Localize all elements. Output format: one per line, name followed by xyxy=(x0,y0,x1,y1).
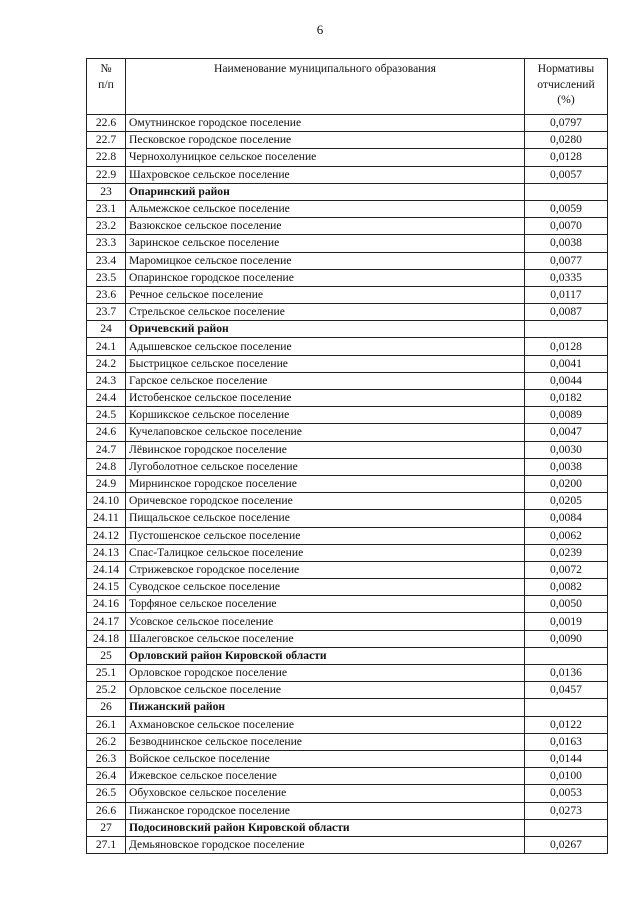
table-row xyxy=(87,596,608,613)
row-number: 27.1 xyxy=(87,836,126,853)
table-row xyxy=(87,338,608,355)
district-row xyxy=(87,183,608,200)
table-row xyxy=(87,355,608,372)
district-row xyxy=(87,699,608,716)
municipality-name: Подосиновский район Кировской области xyxy=(126,819,525,836)
municipality-name: Гарское сельское поселение xyxy=(126,372,525,389)
municipality-name: Безводнинское сельское поселение xyxy=(126,733,525,750)
table-row xyxy=(87,785,608,802)
municipality-name: Коршикское сельское поселение xyxy=(126,407,525,424)
deduction-rate: 0,0059 xyxy=(525,200,608,217)
row-number: 26.3 xyxy=(87,750,126,767)
row-number: 23.6 xyxy=(87,286,126,303)
deduction-rate: 0,0077 xyxy=(525,252,608,269)
municipality-name: Адышевское сельское поселение xyxy=(126,338,525,355)
row-number: 24.13 xyxy=(87,544,126,561)
municipality-name: Пищальское сельское поселение xyxy=(126,510,525,527)
municipality-name: Оричевский район xyxy=(126,321,525,338)
deduction-rate: 0,0205 xyxy=(525,493,608,510)
deduction-rate: 0,0122 xyxy=(525,716,608,733)
row-number: 23.4 xyxy=(87,252,126,269)
table-row xyxy=(87,132,608,149)
row-number: 24.15 xyxy=(87,579,126,596)
deduction-rate: 0,0072 xyxy=(525,561,608,578)
column-header-rate-line1: Нормативы xyxy=(537,62,595,75)
municipality-name: Пижанское городское поселение xyxy=(126,802,525,819)
deduction-rate: 0,0128 xyxy=(525,338,608,355)
deduction-rate: 0,0239 xyxy=(525,544,608,561)
deduction-rate xyxy=(525,647,608,664)
deduction-rate: 0,0273 xyxy=(525,802,608,819)
table-header-row xyxy=(87,59,608,115)
table-row xyxy=(87,458,608,475)
table-row xyxy=(87,802,608,819)
deduction-rate: 0,0044 xyxy=(525,372,608,389)
row-number: 26.6 xyxy=(87,802,126,819)
table-row xyxy=(87,424,608,441)
municipality-name: Шахровское сельское поселение xyxy=(126,166,525,183)
table-row xyxy=(87,527,608,544)
row-number: 24.12 xyxy=(87,527,126,544)
column-header-number xyxy=(87,59,126,115)
deduction-rate xyxy=(525,183,608,200)
municipality-name: Орловское сельское поселение xyxy=(126,682,525,699)
district-row xyxy=(87,819,608,836)
municipality-name: Войское сельское поселение xyxy=(126,750,525,767)
table-row xyxy=(87,252,608,269)
table-row xyxy=(87,561,608,578)
row-number: 26.2 xyxy=(87,733,126,750)
table-row xyxy=(87,630,608,647)
row-number: 24.14 xyxy=(87,561,126,578)
municipality-name: Вазюкское сельское поселение xyxy=(126,218,525,235)
table-row xyxy=(87,510,608,527)
deduction-rate: 0,0144 xyxy=(525,750,608,767)
column-header-rate xyxy=(525,59,608,115)
municipality-name: Омутнинское городское поселение xyxy=(126,115,525,132)
row-number: 22.8 xyxy=(87,149,126,166)
table-row xyxy=(87,613,608,630)
row-number: 24.16 xyxy=(87,596,126,613)
deduction-rate: 0,0057 xyxy=(525,166,608,183)
row-number: 22.6 xyxy=(87,115,126,132)
table-row xyxy=(87,665,608,682)
table-row xyxy=(87,235,608,252)
table-row xyxy=(87,372,608,389)
deduction-rate: 0,0087 xyxy=(525,304,608,321)
row-number: 24.8 xyxy=(87,458,126,475)
municipality-name: Стрижевское городское поселение xyxy=(126,561,525,578)
deduction-rate: 0,0280 xyxy=(525,132,608,149)
municipality-name: Песковское городское поселение xyxy=(126,132,525,149)
municipality-name: Лёвинское городское поселение xyxy=(126,441,525,458)
municipality-name: Чернохолуницкое сельское поселение xyxy=(126,149,525,166)
table-row xyxy=(87,493,608,510)
table-row xyxy=(87,407,608,424)
row-number: 23.5 xyxy=(87,269,126,286)
deduction-rate: 0,0267 xyxy=(525,836,608,853)
municipality-name: Обуховское сельское поселение xyxy=(126,785,525,802)
row-number: 23 xyxy=(87,183,126,200)
deduction-rate: 0,0038 xyxy=(525,458,608,475)
table-row xyxy=(87,304,608,321)
row-number: 26 xyxy=(87,699,126,716)
row-number: 24.3 xyxy=(87,372,126,389)
deduction-rate: 0,0041 xyxy=(525,355,608,372)
row-number: 23.7 xyxy=(87,304,126,321)
deduction-rate: 0,0089 xyxy=(525,407,608,424)
row-number: 23.1 xyxy=(87,200,126,217)
row-number: 24.18 xyxy=(87,630,126,647)
column-header-name: Наименование муниципального образования xyxy=(126,59,525,115)
table-row xyxy=(87,733,608,750)
deduction-rate: 0,0128 xyxy=(525,149,608,166)
municipality-name: Быстрицкое сельское поселение xyxy=(126,355,525,372)
row-number: 27 xyxy=(87,819,126,836)
municipality-name: Маромицкое сельское поселение xyxy=(126,252,525,269)
row-number: 24.5 xyxy=(87,407,126,424)
municipality-name: Заринское сельское поселение xyxy=(126,235,525,252)
municipality-name: Стрельское сельское поселение xyxy=(126,304,525,321)
deduction-rate: 0,0335 xyxy=(525,269,608,286)
municipality-name: Спас-Талицкое сельское поселение xyxy=(126,544,525,561)
municipality-name: Ижевское сельское поселение xyxy=(126,768,525,785)
row-number: 23.3 xyxy=(87,235,126,252)
municipality-name: Речное сельское поселение xyxy=(126,286,525,303)
deduction-rate: 0,0047 xyxy=(525,424,608,441)
column-header-number-line1: № xyxy=(100,62,112,75)
deduction-rate: 0,0797 xyxy=(525,115,608,132)
municipality-name: Альмежское сельское поселение xyxy=(126,200,525,217)
municipality-name: Мирнинское городское поселение xyxy=(126,475,525,492)
table-row xyxy=(87,475,608,492)
municipality-name: Усовское сельское поселение xyxy=(126,613,525,630)
table-row xyxy=(87,269,608,286)
deduction-rate: 0,0163 xyxy=(525,733,608,750)
deduction-rate: 0,0200 xyxy=(525,475,608,492)
deduction-standards-table xyxy=(86,58,608,854)
municipality-name: Торфяное сельское поселение xyxy=(126,596,525,613)
municipality-name: Орловский район Кировской области xyxy=(126,647,525,664)
row-number: 24.6 xyxy=(87,424,126,441)
page-number: 6 xyxy=(316,22,324,37)
row-number: 25 xyxy=(87,647,126,664)
row-number: 24.2 xyxy=(87,355,126,372)
district-row xyxy=(87,321,608,338)
row-number: 24.10 xyxy=(87,493,126,510)
column-header-rate-line2: отчислений xyxy=(537,77,595,91)
table-row xyxy=(87,682,608,699)
deduction-rate: 0,0030 xyxy=(525,441,608,458)
row-number: 26.5 xyxy=(87,785,126,802)
deduction-rate xyxy=(525,699,608,716)
table-row xyxy=(87,390,608,407)
row-number: 25.2 xyxy=(87,682,126,699)
municipality-name: Оричевское городское поселение xyxy=(126,493,525,510)
table-row xyxy=(87,286,608,303)
row-number: 22.7 xyxy=(87,132,126,149)
deduction-rate: 0,0050 xyxy=(525,596,608,613)
row-number: 24.1 xyxy=(87,338,126,355)
municipality-name: Лугоболотное сельское поселение xyxy=(126,458,525,475)
row-number: 25.1 xyxy=(87,665,126,682)
deduction-rate: 0,0019 xyxy=(525,613,608,630)
table-row xyxy=(87,768,608,785)
table-row xyxy=(87,544,608,561)
deduction-rate: 0,0457 xyxy=(525,682,608,699)
municipality-name: Опаринское городское поселение xyxy=(126,269,525,286)
municipality-name: Демьяновское городское поселение xyxy=(126,836,525,853)
table-row xyxy=(87,750,608,767)
municipality-name: Пустошенское сельское поселение xyxy=(126,527,525,544)
row-number: 24 xyxy=(87,321,126,338)
table-body xyxy=(87,115,608,854)
deduction-rate: 0,0053 xyxy=(525,785,608,802)
row-number: 24.11 xyxy=(87,510,126,527)
deduction-rate: 0,0038 xyxy=(525,235,608,252)
table-row xyxy=(87,149,608,166)
row-number: 24.17 xyxy=(87,613,126,630)
deduction-rate xyxy=(525,321,608,338)
table-row xyxy=(87,200,608,217)
row-number: 24.4 xyxy=(87,390,126,407)
table-row xyxy=(87,115,608,132)
municipality-name: Шалеговское сельское поселение xyxy=(126,630,525,647)
deduction-rate: 0,0136 xyxy=(525,665,608,682)
table-row xyxy=(87,218,608,235)
row-number: 22.9 xyxy=(87,166,126,183)
deduction-rate xyxy=(525,819,608,836)
row-number: 26.1 xyxy=(87,716,126,733)
municipality-name: Ахмановское сельское поселение xyxy=(126,716,525,733)
column-header-number-line2: п/п xyxy=(98,77,114,91)
deduction-rate: 0,0117 xyxy=(525,286,608,303)
municipality-name: Кучелаповское сельское поселение xyxy=(126,424,525,441)
deduction-rate: 0,0100 xyxy=(525,768,608,785)
municipality-name: Истобенское сельское поселение xyxy=(126,390,525,407)
table-row xyxy=(87,441,608,458)
deduction-rate: 0,0070 xyxy=(525,218,608,235)
municipality-name: Пижанский район xyxy=(126,699,525,716)
municipality-name: Орловское городское поселение xyxy=(126,665,525,682)
municipality-name: Суводское сельское поселение xyxy=(126,579,525,596)
deduction-rate: 0,0062 xyxy=(525,527,608,544)
table-row xyxy=(87,716,608,733)
table-row xyxy=(87,579,608,596)
table-row xyxy=(87,166,608,183)
column-header-rate-line3: (%) xyxy=(557,93,575,106)
district-row xyxy=(87,647,608,664)
deduction-rate: 0,0084 xyxy=(525,510,608,527)
deduction-rate: 0,0082 xyxy=(525,579,608,596)
row-number: 26.4 xyxy=(87,768,126,785)
row-number: 24.9 xyxy=(87,475,126,492)
deduction-rate: 0,0182 xyxy=(525,390,608,407)
deduction-rate: 0,0090 xyxy=(525,630,608,647)
table-row xyxy=(87,836,608,853)
municipality-name: Опаринский район xyxy=(126,183,525,200)
row-number: 24.7 xyxy=(87,441,126,458)
row-number: 23.2 xyxy=(87,218,126,235)
